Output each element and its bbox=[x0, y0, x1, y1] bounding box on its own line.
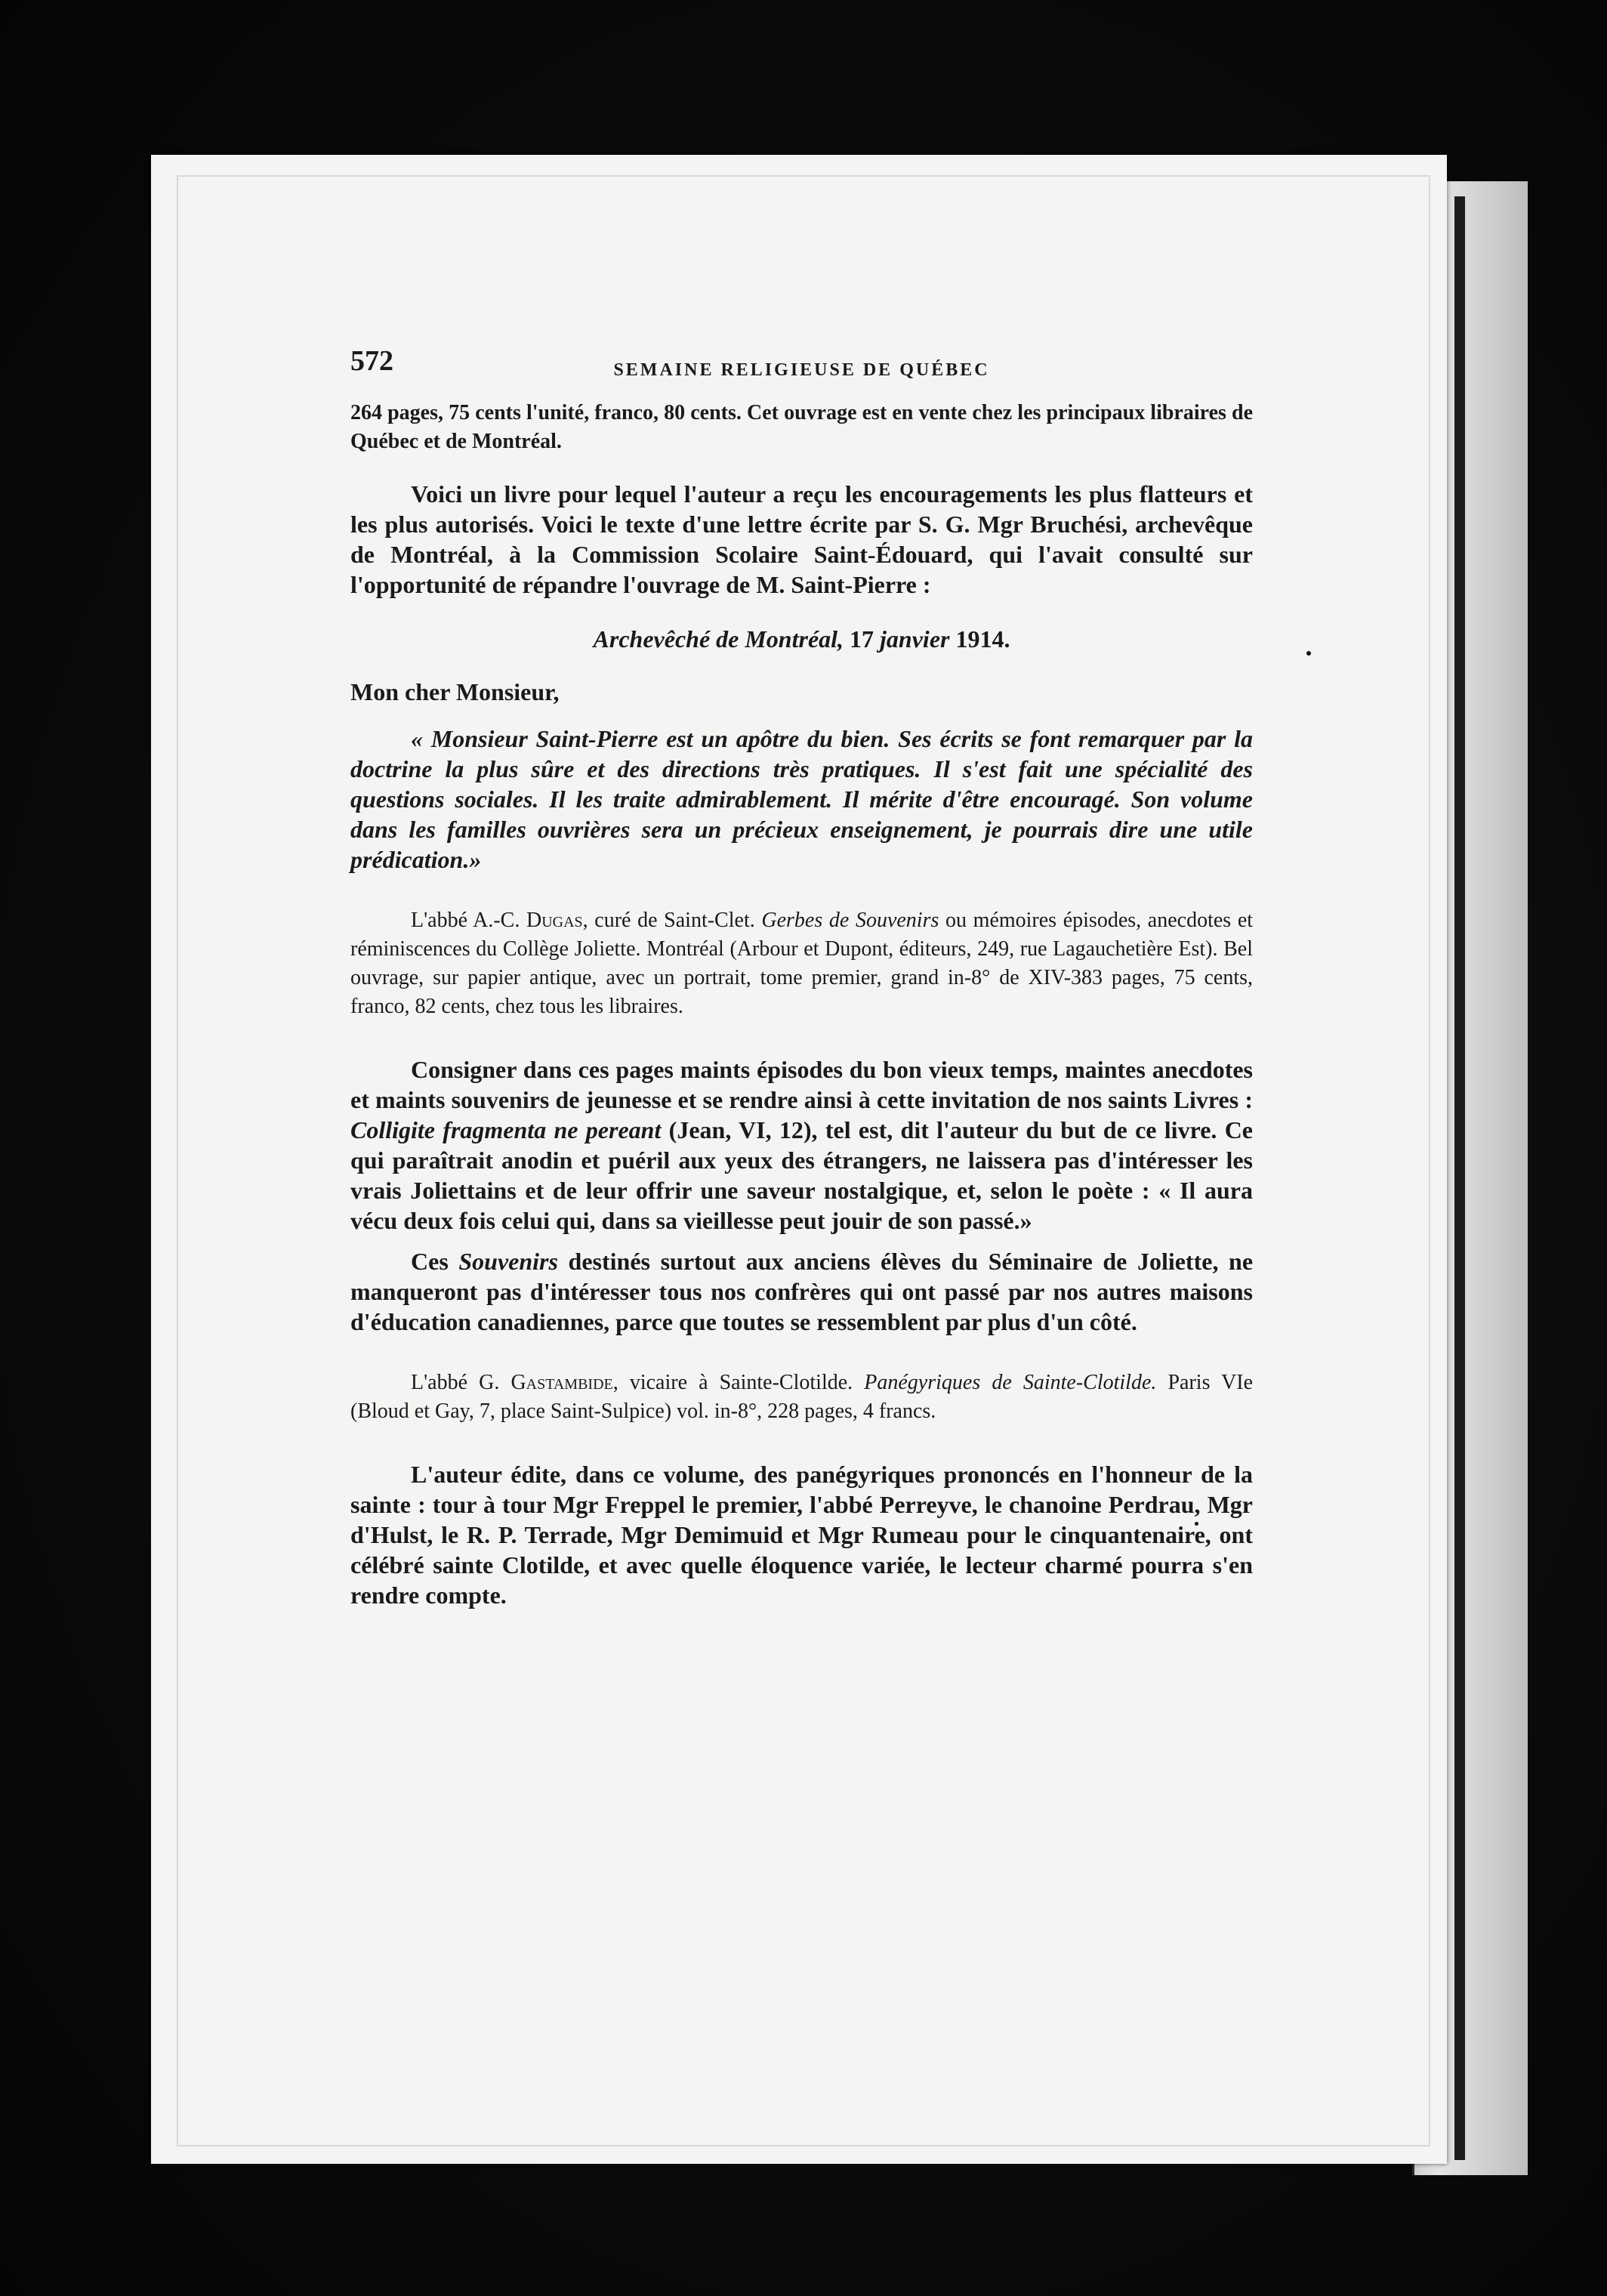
letter-quote: « Monsieur Saint-Pierre est un apôtre du bien. Ses écrits se font remarquer par la doctrine la plus sûre et des directions très pratiques. Il s'est fait une spécialité des questions sociales. Il les traite admirablement. Il mérite d'être encouragé. Son volume dans les familles ouvrières sera un précieux enseignement, je pourrais dire une utile prédication.» bbox=[350, 725, 1253, 873]
dateline-day: 17 bbox=[850, 625, 874, 653]
dateline-month: janvier bbox=[880, 625, 950, 653]
review-author-prefix: L'abbé G. bbox=[411, 1371, 500, 1394]
page-text-column bbox=[350, 346, 1253, 1610]
letter-salutation: Mon cher Monsieur, bbox=[350, 678, 560, 705]
running-head: SEMAINE RELIGIEUSE DE QUÉBEC bbox=[613, 360, 990, 380]
latin-quotation: Colligite fragmenta ne pereant bbox=[350, 1116, 662, 1143]
page-header bbox=[350, 346, 1253, 391]
review-book-details: ou mémoires épisodes, anecdotes et réminiscences du Collège Joliette. Montréal (Arbour et Dupont, éditeurs, 249, rue Lagauchetière Est). Bel ouvrage, sur papier antique, avec un portrait, tome premier, grand in-8° de XIV-383 pages, 75 cents, franco, 82 cents, chez tous les libraires. bbox=[350, 909, 1254, 1018]
review-book-details: Paris VIe (Bloud et Gay, 7, place Saint-Sulpice) vol. in-8°, 228 pages, 4 francs. bbox=[350, 1371, 1254, 1423]
review-author-suffix: , vicaire à Sainte-Clotilde. bbox=[612, 1371, 853, 1394]
review-author-name: Gastambide bbox=[510, 1371, 613, 1394]
review-book-title: Gerbes de Souvenirs bbox=[761, 909, 939, 932]
book-details-continued: 264 pages, 75 cents l'unité, franco, 80 cents. Cet ouvrage est en vente chez les principaux libraires de Québec et de Montréal. bbox=[350, 401, 1253, 453]
page-gutter-shadow bbox=[1454, 196, 1465, 2160]
paragraph-souvenirs-1: Consigner dans ces pages maints épisodes du bon vieux temps, maintes anecdotes et maints souvenirs de jeunesse et se rendre ainsi à cette invitation de nos saints Livres : Colligite fragmenta ne pereant (Jean, VI, 12), tel est, dit l'auteur du but de ce livre. Ce qui paraîtrait anodin et puéril aux yeux des étrangers, ne laissera pas d'intéresser les vrais Joliettains et de leur offrir une saveur nostalgique, et, selon le poète : « Il aura vécu deux fois celui qui, dans sa vieillesse peut jouir de son passé.» bbox=[350, 1056, 1254, 1234]
paragraph-intro-letter: Voici un livre pour lequel l'auteur a reçu les encouragements les plus flatteurs et les plus autorisés. Voici le texte d'une lettre écrite par S. G. Mgr Bruchési, archevêque de Montréal, à la Commission Scolaire Saint-Édouard, qui l'avait consulté sur l'opportunité de répandre l'ouvrage de M. Saint-Pierre : bbox=[350, 480, 1253, 598]
review-author-suffix: , curé de Saint-Clet. bbox=[582, 909, 755, 932]
dateline-year: 1914. bbox=[955, 625, 1010, 653]
paragraph-souvenirs-2: Ces Souvenirs destinés surtout aux anciens élèves du Séminaire de Joliette, ne manqueront pas d'intéresser tous nos confrères qui ont passé par nos autres maisons d'éducation canadiennes, parce que toutes se ressemblent par plus d'un côté. bbox=[350, 1248, 1254, 1335]
dateline-place: Archevêché de Montréal, bbox=[593, 625, 844, 653]
dust-speck bbox=[1306, 651, 1311, 656]
review-author-name: Dugas bbox=[526, 909, 583, 932]
review-book-title: Panégyriques de Sainte-Clotilde. bbox=[864, 1371, 1157, 1394]
souvenirs-title: Souvenirs bbox=[458, 1248, 558, 1275]
paragraph-panegyriques: L'auteur édite, dans ce volume, des panégyriques prononcés en l'honneur de la sainte : tour à tour Mgr Freppel le premier, l'abbé Perreyve, le chanoine Perdrau, Mgr d'Hulst, le R. P. Terrade, Mgr Demimuid et Mgr Rumeau pour le cinquantenaire, ont célébré sainte Clotilde, et avec quelle éloquence variée, le lecteur charmé pourra s'en rendre compte. bbox=[350, 1461, 1253, 1609]
review-author-prefix: L'abbé A.-C. bbox=[411, 909, 520, 932]
page-number: 572 bbox=[350, 345, 393, 377]
letter-dateline bbox=[350, 624, 1253, 654]
review-dugas bbox=[350, 906, 1253, 1021]
review-gastambide bbox=[350, 1369, 1253, 1426]
